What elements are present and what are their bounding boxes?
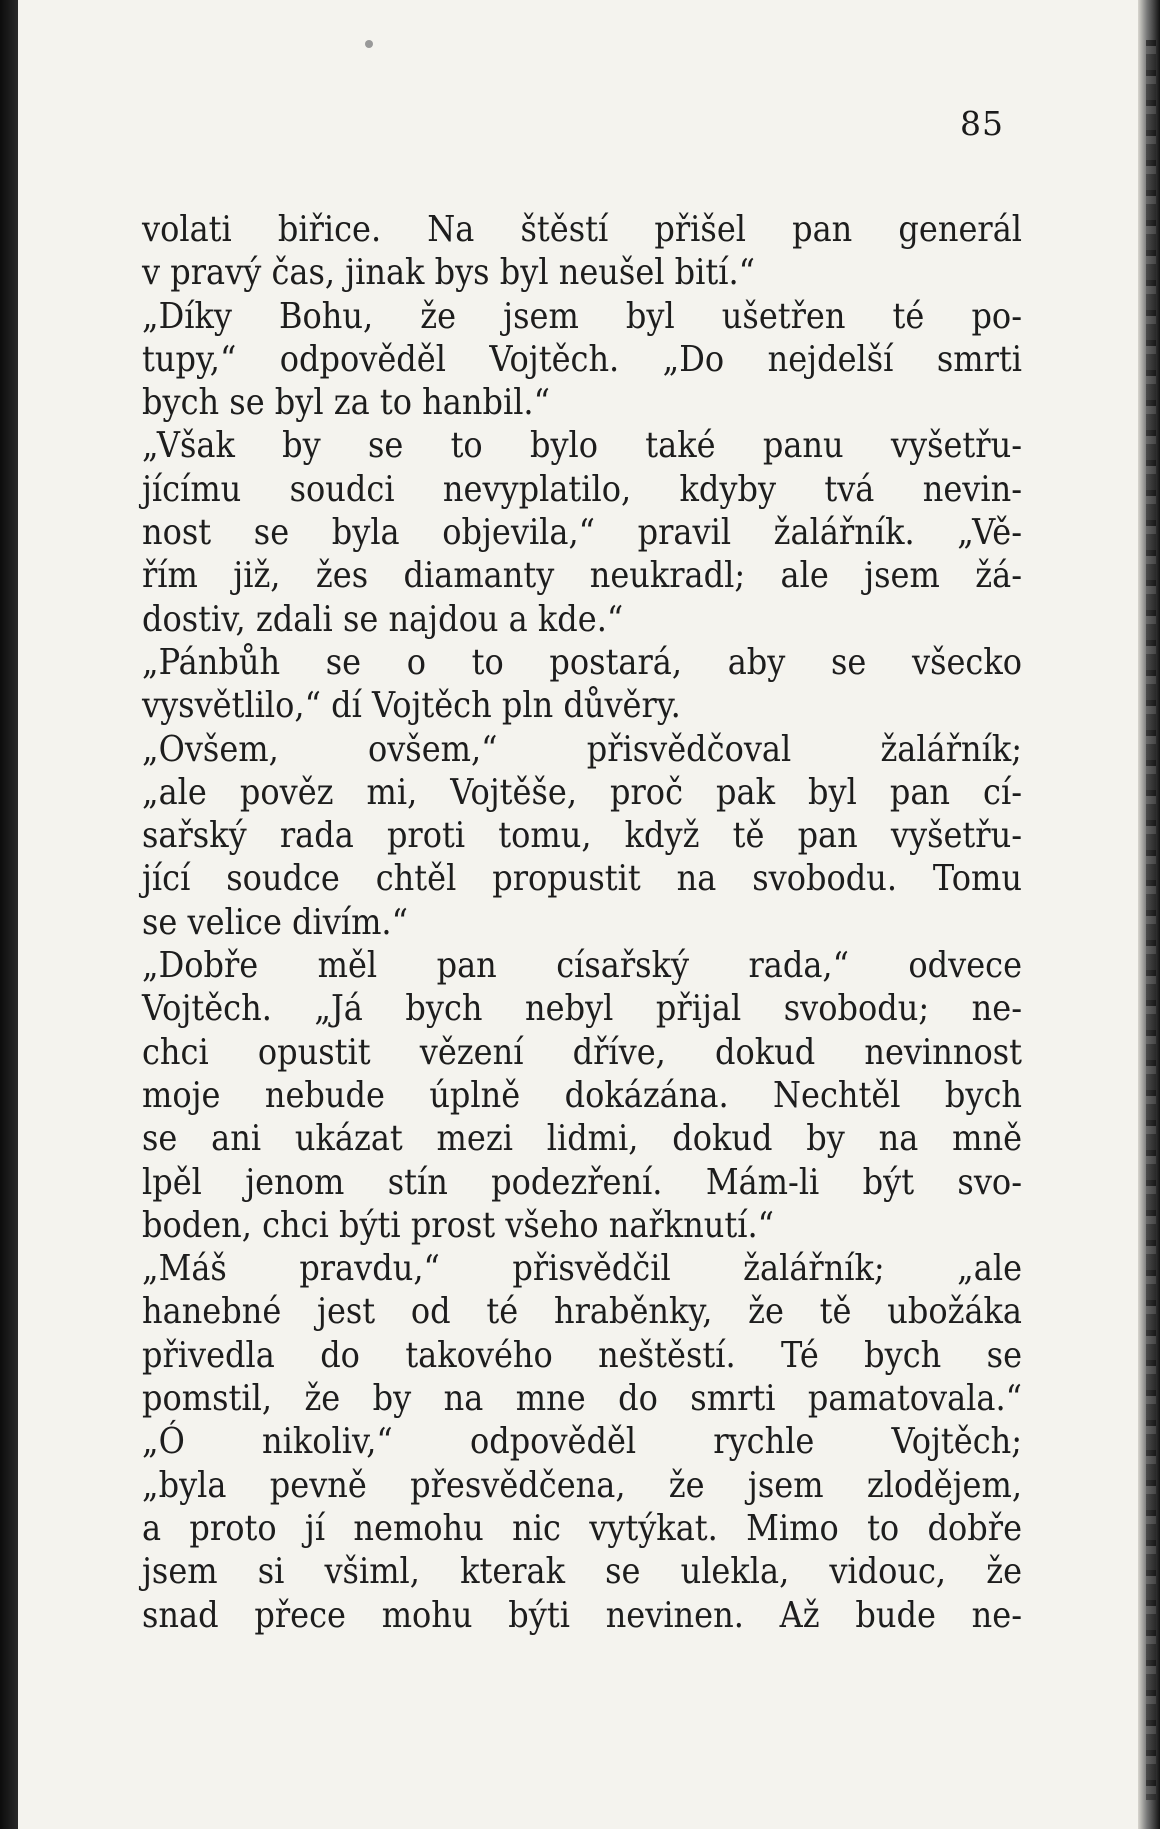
text-line: „Pánbůh se o to postará, aby se všecko (142, 640, 1022, 684)
text-line: snad přece mohu býti nevinen. Až bude ne- (142, 1593, 1022, 1636)
text-line: přivedla do takového neštěstí. Té bych se (142, 1333, 1022, 1376)
text-line: moje nebude úplně dokázána. Nechtěl bych (142, 1073, 1022, 1117)
text-line: „Máš pravdu,“ přisvědčil žalářník; „ale (142, 1246, 1022, 1290)
text-line: nost se byla objevila,“ pravil žalářník. „Vě- (142, 510, 1022, 554)
text-line: „Ovšem, ovšem,“ přisvědčoval žalářník; (142, 727, 1022, 770)
scan-right-edge (1138, 0, 1160, 1829)
text-line: se velice divím.“ (142, 900, 408, 943)
text-line: dostiv, zdali se najdou a kde.“ (142, 597, 624, 640)
text-line: Vojtěch. „Já bych nebyl přijal svobodu; ne- (142, 986, 1022, 1030)
text-line: volati biřice. Na štěstí přišel pan generál (142, 207, 1022, 251)
body-text (142, 208, 1022, 1637)
text-line: jsem si všiml, kterak se ulekla, vidouc, že (142, 1549, 1022, 1593)
text-line: „Dobře měl pan císařský rada,“ odvece (142, 943, 1022, 987)
text-line: v pravý čas, jinak bys byl neušel bití.“ (142, 250, 755, 294)
text-line: a proto jí nemohu nic vytýkat. Mimo to dobře (142, 1506, 1022, 1550)
text-line: řím již, žes diamanty neukradl; ale jsem žá- (142, 554, 1022, 597)
binding-shadow (1146, 40, 1156, 1800)
text-line: „ale pověz mi, Vojtěše, proč pak byl pan cí- (142, 770, 1022, 814)
text-line: „Díky Bohu, že jsem byl ušetřen té po- (142, 294, 1022, 337)
text-line: boden, chci býti prost všeho nařknutí.“ (142, 1203, 775, 1247)
text-line: „Však by se to bylo také panu vyšetřu- (142, 424, 1022, 467)
paper-speck (365, 40, 373, 48)
text-line: jícímu soudci nevyplatilo, kdyby tvá nevin- (142, 467, 1022, 510)
text-line: bych se byl za to hanbil.“ (142, 380, 550, 424)
text-line: jící soudce chtěl propustit na svobodu. Tomu (142, 857, 1022, 900)
text-line: „Ó nikoliv,“ odpověděl rychle Vojtěch; (142, 1419, 1022, 1463)
text-line: vysvětlilo,“ dí Vojtěch pln důvěry. (142, 683, 681, 727)
book-page (18, 0, 1138, 1829)
text-line: pomstil, že by na mne do smrti pamatovala.“ (142, 1376, 1022, 1420)
page-number: 85 (960, 104, 1004, 143)
text-line: se ani ukázat mezi lidmi, dokud by na mně (142, 1116, 1022, 1160)
text-line: lpěl jenom stín podezření. Mám-li být svo- (142, 1160, 1022, 1203)
text-line: tupy,“ odpověděl Vojtěch. „Do nejdelší smrti (142, 337, 1022, 381)
text-line: „byla pevně přesvědčena, že jsem zlodějem, (142, 1463, 1022, 1506)
text-line: hanebné jest od té hraběnky, že tě ubožáka (142, 1290, 1022, 1333)
scan-left-edge (0, 0, 18, 1829)
text-line: chci opustit vězení dříve, dokud nevinnost (142, 1030, 1022, 1073)
text-line: sařský rada proti tomu, když tě pan vyšetřu- (142, 813, 1022, 857)
